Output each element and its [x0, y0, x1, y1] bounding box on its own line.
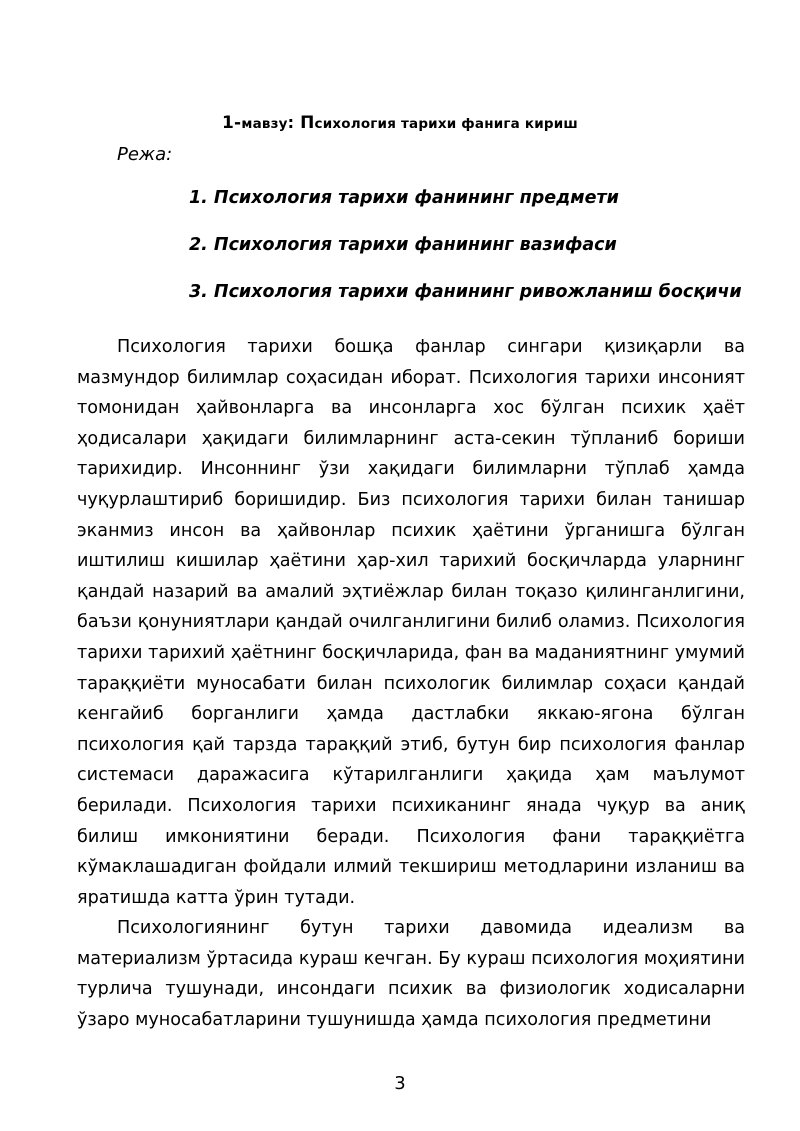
plan-item-3: 3. Психология тарихи фанининг ривожланиш босқичи: [189, 282, 742, 302]
title-word: мавзу: [241, 116, 288, 132]
paragraph-1: Психология тарихи бошқа фанлар сингари қизиқарли ва мазмундор билимлар соҳасидан иборат. Психология тарихи инсоният томонидан ҳайвонларга ва инсонларга хос бўлган психик ҳаёт ҳодисалари ҳақидаги билимларнинг аста-секин тўпланиб бориши тарихидир. Инсоннинг ўзи хақидаги билимларни тўплаб ҳамда чуқурлаштириб боришидир. Биз психология тарихи билан танишар эканмиз инсон ва ҳайвонлар психик ҳаётини ўрганишга бўлган иштилиш кишилар ҳаётини ҳар-хил тарихий босқичларда уларнинг қандай назарий ва амалий эҳтиёжлар билан тоқазо қилинганлигини, баъзи қонуниятлари қандай очилганлигини билиб оламиз. Психология тарихи тарихий ҳаётнинг босқичларида, фан ва маданиятнинг умумий тараққиёти муносабати билан психологик билимлар соҳаси қандай кенгайиб борганлиги ҳамда дастлабки яккаю-ягона бўлган психология қай тарзда тараққий этиб, бутун бир психология фанлар системаси даражасига кўтарилганлиги ҳақида ҳам маълумот берилади. Психология тарихи психиканинг янада чуқур ва аниқ билиш имкониятини беради. Психология фани тараққиётга кўмаклашадиган фойдали илмий текшириш методларини изланиш ва яратишда катта ўрин тутади.: [77, 337, 745, 908]
page-number: 3: [394, 1073, 406, 1094]
title-capital: П: [300, 113, 315, 133]
title-colon: :: [287, 113, 295, 132]
plan-heading: Режа:: [117, 144, 173, 165]
page-title: [0, 113, 800, 133]
body-text: [77, 332, 745, 1036]
plan-item-2: 2. Психология тарихи фанининг вазифаси: [189, 235, 617, 255]
paragraph-2: Психологиянинг бутун тарихи давомида идеализм ва материализм ўртасида кураш кечган. Бу кураш психология моҳиятини турлича тушунади, инсондаги психик ва физиологик ходисаларни ўзаро муносабатларини тушунишда ҳамда психология предметини: [77, 918, 745, 1031]
title-number: 1-: [222, 113, 242, 133]
plan-item-1: 1. Психология тарихи фанининг предмети: [189, 188, 619, 208]
title-rest: сихология тарихи фанига кириш: [314, 116, 578, 132]
